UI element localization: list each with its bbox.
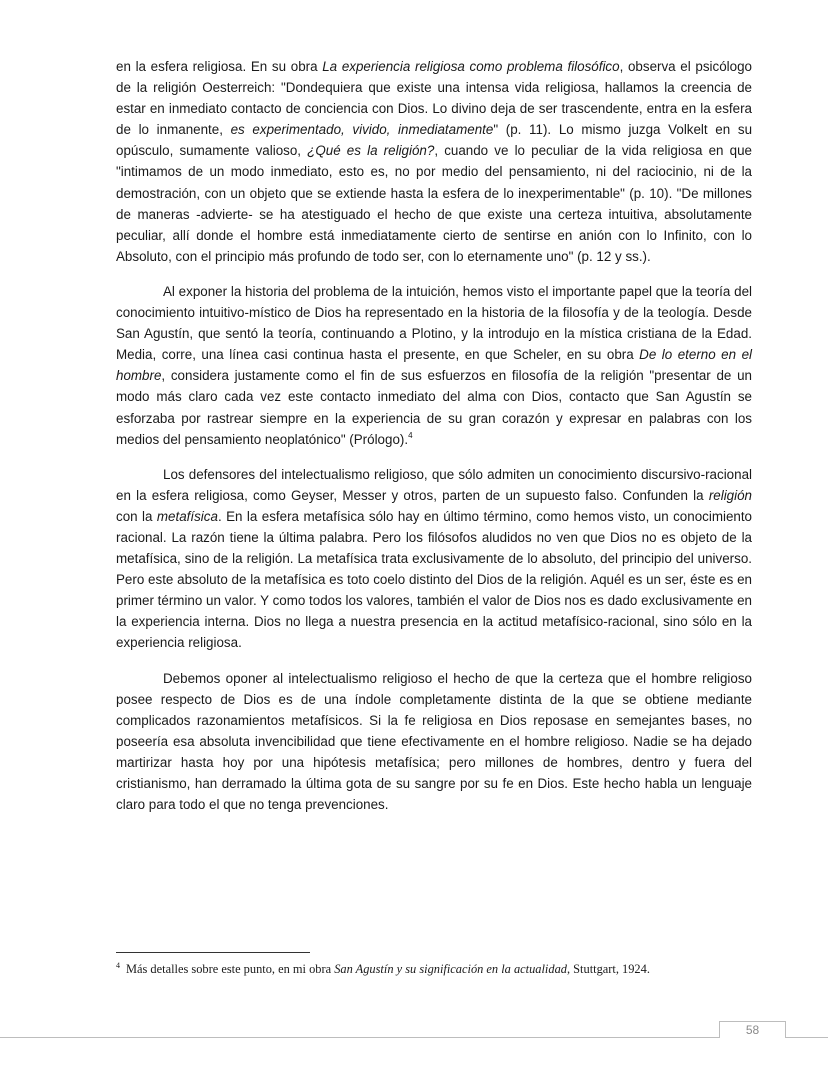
- footnote-separator: [116, 952, 310, 953]
- italic-text: De lo eterno en el hombre: [116, 347, 752, 384]
- paragraph: [116, 668, 752, 816]
- footnote-4: [116, 960, 756, 978]
- text-segment: Debemos oponer al intelectualismo religioso el hecho de que la certeza que el hombre religioso posee respecto de Dios es de una índole completamente distinta de la que se obtiene mediante complicados razonamientos metafísicos. Si la fe religiosa en Dios reposase en semejantes bases, no poseería esa absoluta invencibilidad que tiene efectivamente en el hombre religioso. Nadie se ha dejado martirizar hasta hoy por una hipótesis metafísica; pero millones de hombres, dentro y fuera del cristianismo, han derramado la última gota de su sangre por su fe en Dios. Este hecho habla un lenguaje claro para todo el que no tenga prevenciones.: [116, 670, 752, 813]
- paragraph: [116, 56, 752, 267]
- footnote-text-after: , Stuttgart, 1924.: [566, 962, 650, 976]
- paragraph: [116, 464, 752, 654]
- text-segment: con la: [116, 508, 157, 524]
- text-segment: . En la esfera metafísica sólo hay en último término, como hemos visto, un conocimiento racional. La razón tiene la última palabra. Pero los filósofos aludidos no ven que Dios no es objeto de la metafísica, sino de la religión. La metafísica trata exclusivamente de lo absoluto, del principio del universo. Pero este absoluto de la metafísica es toto coelo distinto del Dios de la religión. Aquél es un ser, éste es en primer término un valor. Y como todos los valores, también el valor de Dios nos es dado exclusivamente en la experiencia interna. Dios no llega a nuestra presencia en la actitud metafísico-racional, sino sólo en la experiencia religiosa.: [116, 508, 753, 651]
- paragraph: [116, 281, 752, 450]
- text-segment: , observa el psicólogo de la religión Oesterreich: "Dondequiera que existe una intensa vida religiosa, hallamos la creencia de estar en inmediato contacto de conciencia con Dios. Lo divino deja de ser trascendente, entra en la esfera de lo inmanente,: [116, 59, 752, 138]
- italic-text: La experiencia religiosa como problema filosófico: [322, 59, 620, 74]
- text-segment: Los defensores del intelectualismo religioso, que sólo admiten un conocimiento discursivo-racional en la esfera religiosa, como Geyser, Messer y otros, parten de un supuesto falso. Confunden la: [116, 466, 752, 503]
- italic-text: es experimentado, vivido, inmediatamente: [230, 122, 494, 138]
- text-segment: " (p. 11). Lo mismo juzga Volkelt en su opúsculo, sumamente valioso,: [116, 122, 753, 159]
- footnote-ref: 4: [408, 430, 413, 440]
- italic-text: ¿Qué es la religión?: [307, 143, 435, 159]
- text-segment: , cuando ve lo peculiar de la vida religiosa en que "intimamos de un modo inmediato, esto es, no por medio del pensamiento, ni del raciocinio, ni de la demostración, con un objeto que se extiende hasta la esfera de lo inexperimentable" (p. 10). "De millones de maneras -advierte- se ha atestiguado el hecho de que existe una certeza intuitiva, absolutamente peculiar, allí donde el hombre está inmediatamente cierto de sentirse en anión con lo Infinito, con lo Absoluto, con el principio más profundo de todo ser, con lo eternamente uno" (p. 12 y ss.).: [116, 143, 752, 264]
- footnote-text-before: Más detalles sobre este punto, en mi obra: [126, 962, 335, 976]
- page-number: 58: [719, 1021, 786, 1038]
- footnote-title: San Agustín y su significación en la actualidad: [334, 962, 567, 976]
- footnote-number: 4: [116, 961, 120, 970]
- footer-rule-left: [0, 1037, 719, 1038]
- footer-rule-right: [785, 1037, 828, 1038]
- body-text: [116, 56, 752, 829]
- italic-text: religión: [708, 487, 752, 503]
- text-segment: , considera justamente como el fin de sus esfuerzos en filosofía de la religión "presentar de un modo más claro cada vez este contacto inmediato del alma con Dios, contacto que San Agustín se esforzaba por rastrear siempre en la experiencia de su gran corazón y expresar en palabras con los medios del pensamiento neoplatónico" (Prólogo).: [116, 368, 752, 447]
- text-segment: en la esfera religiosa. En su obra: [116, 59, 323, 74]
- italic-text: metafísica: [156, 508, 218, 524]
- text-segment: Al exponer la historia del problema de la intuición, hemos visto el importante papel que la teoría del conocimiento intuitivo-místico de Dios ha representado en la historia de la filosofía y de la teología. Desde San Agustín, que sentó la teoría, continuando a Plotino, y la introdujo en la mística cristiana de la Edad. Media, corre, una línea casi continua hasta el presente, en que Scheler, en su obra: [116, 283, 752, 363]
